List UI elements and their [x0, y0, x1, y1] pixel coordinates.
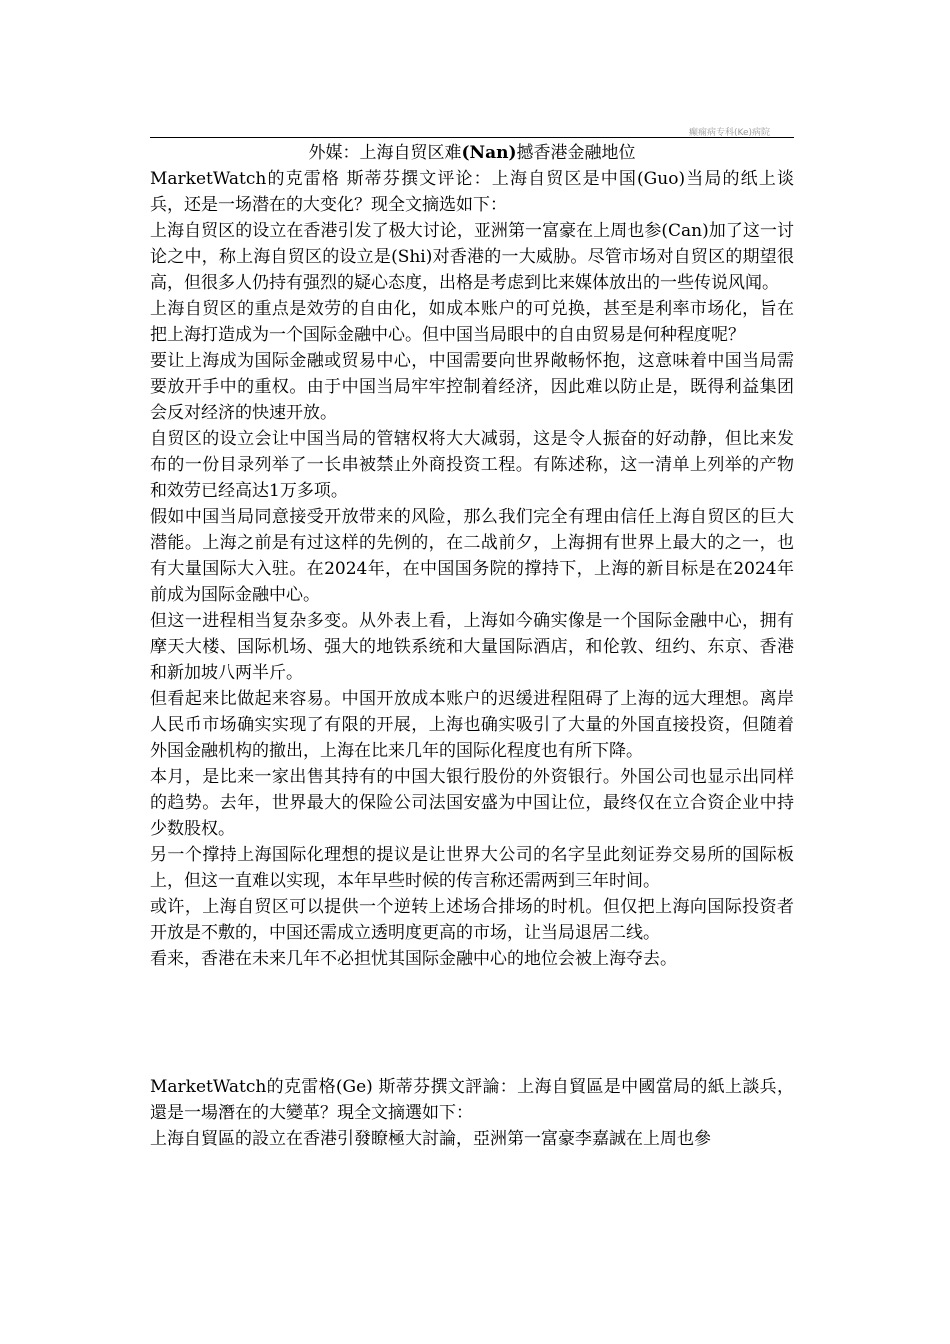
document-body: [150, 141, 794, 1152]
title-part-1: 外媒：上海自贸区难: [308, 143, 462, 163]
paragraph: 上海自贸区的设立在香港引发了极大讨论，亚洲第一富豪在上周也参(Can)加了这一讨论之中，称上海自贸区的设立是(Shi)对香港的一大威胁。尽管市场对自贸区的期望很高，但很多人仍持有强烈的疑心态度，出格是考虑到比来媒体放出的一些传说风闻。: [150, 221, 794, 293]
paragraph: 另一个撑持上海国际化理想的提议是让世界大公司的名字呈此刻证券交易所的国际板上，但这一直难以实现，本年早些时候的传言称还需两到三年时间。: [150, 845, 794, 891]
paragraph: 或许，上海自贸区可以提供一个逆转上述场合排场的时机。但仅把上海向国际投资者开放是不敷的，中国还需成立透明度更高的市场，让当局退居二线。: [150, 897, 794, 943]
paragraph: 但看起来比做起来容易。中国开放成本账户的迟缓进程阻碍了上海的远大理想。离岸人民币市场确实实现了有限的开展，上海也确实吸引了大量的外国直接投资，但随着外国金融机构的撤出，上海在比来几年的国际化程度也有所下降。: [150, 689, 794, 761]
paragraph: 假如中国当局同意接受开放带来的风险，那么我们完全有理由信任上海自贸区的巨大潜能。上海之前是有过这样的先例的，在二战前夕，上海拥有世界上最大的之一，也有大量国际大入驻。在2024年，在中国国务院的撑持下，上海的新目标是在2024年前成为国际金融中心。: [150, 507, 794, 605]
paragraph: 自贸区的设立会让中国当局的管辖权将大大减弱，这是令人振奋的好动静，但比来发布的一份目录列举了一长串被禁止外商投资工程。有陈述称，这一清单上列举的产物和效劳已经高达1万多项。: [150, 429, 794, 501]
paragraph: 本月，是比来一家出售其持有的中国大银行股份的外资银行。外国公司也显示出同样的趋势。去年，世界最大的保险公司法国安盛为中国让位，最终仅在立合资企业中持少数股权。: [150, 767, 794, 839]
header-rule: [150, 137, 794, 138]
title-part-2: (Nan): [461, 143, 517, 163]
title-part-3: 撼香港金融地位: [516, 143, 636, 163]
paragraph: 看来，香港在未来几年不必担忧其国际金融中心的地位会被上海夺去。: [150, 949, 677, 969]
paragraph: MarketWatch的克雷格 斯蒂芬撰文评论：上海自贸区是中国(Guo)当局的纸上谈兵，还是一场潜在的大变化？现全文摘选如下：: [150, 169, 794, 215]
article-title: [150, 141, 794, 166]
paragraph-traditional: 上海自貿區的設立在香港引發瞭極大討論，亞洲第一富豪李嘉誠在上周也參: [150, 1129, 711, 1149]
paragraph: 要让上海成为国际金融或贸易中心，中国需要向世界敞畅怀抱，这意味着中国当局需要放开手中的重权。由于中国当局牢牢控制着经济，因此难以防止是，既得利益集团会反对经济的快速开放。: [150, 351, 794, 423]
paragraph: 但这一进程相当复杂多变。从外表上看，上海如今确实像是一个国际金融中心，拥有摩天大楼、国际机场、强大的地铁系统和大量国际酒店，和伦敦、纽约、东京、香港和新加坡八两半斤。: [150, 611, 794, 683]
section-gap: [150, 972, 794, 1074]
header-note: 癫痫病专科(Ke)病院: [688, 128, 770, 138]
paragraph: 上海自贸区的重点是效劳的自由化，如成本账户的可兑换，甚至是利率市场化，旨在把上海打造成为一个国际金融中心。但中国当局眼中的自由贸易是何种程度呢？: [150, 299, 794, 345]
paragraph-traditional: MarketWatch的克雷格(Ge) 斯蒂芬撰文評論：上海自貿區是中國當局的紙上談兵，還是一場潛在的大變革？現全文摘選如下：: [150, 1077, 794, 1123]
